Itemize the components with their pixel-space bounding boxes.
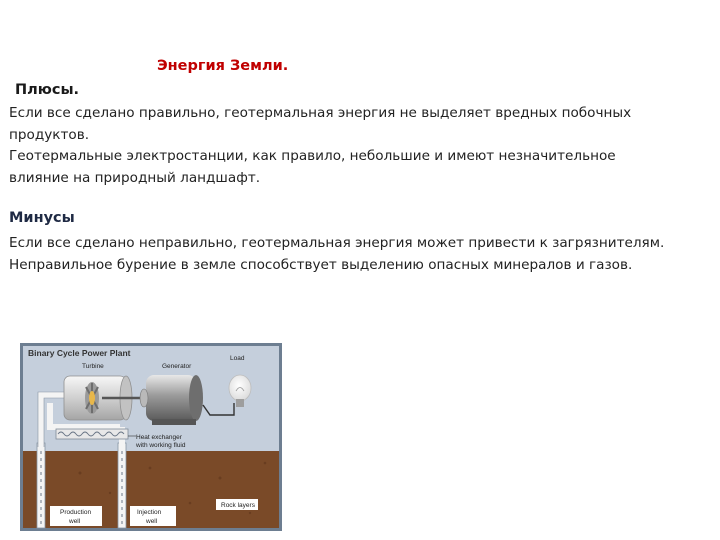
heat-exchanger-label-2: with working fluid <box>136 442 186 449</box>
injection-well <box>118 443 126 528</box>
pros-line-3: Геотермальные электростанции, как правило, небольшие и имеют незначительное <box>9 148 616 164</box>
heat-exchanger <box>56 429 128 439</box>
production-well-label-1: Production <box>60 509 92 516</box>
binary-cycle-diagram <box>20 343 282 531</box>
generator <box>140 375 203 425</box>
injection-well-tag <box>130 506 176 526</box>
injection-well-label-2: well <box>146 518 158 525</box>
production-well-tag <box>50 506 102 526</box>
cons-line-2: Неправильное бурение в земле способствует выделению опасных минералов и газов. <box>9 257 633 273</box>
load-label: Load <box>230 355 245 362</box>
pros-line-1: Если все сделано правильно, геотермальная энергия не выделяет вредных побочных <box>9 105 632 121</box>
generator-label: Generator <box>162 363 192 370</box>
rock-layers-label: Rock layers <box>221 502 255 509</box>
diagram-title: Binary Cycle Power Plant <box>28 348 131 358</box>
cons-heading: Минусы <box>9 210 75 226</box>
page-title: Энергия Земли. <box>157 58 289 74</box>
rock-layers-tag <box>216 499 258 510</box>
pros-line-4: влияние на природный ландшафт. <box>9 170 261 186</box>
pros-heading: Плюсы. <box>15 82 80 98</box>
pros-line-2: продуктов. <box>9 127 90 143</box>
production-well <box>37 443 45 528</box>
production-well-label-2: well <box>69 518 81 525</box>
injection-well-label-1: Injection <box>137 509 162 516</box>
cons-line-1: Если все сделано неправильно, геотермальная энергия может привести к загрязнителям. <box>9 235 665 251</box>
turbine-label: Turbine <box>82 363 104 370</box>
heat-exchanger-label-1: Heat exchanger <box>136 434 182 441</box>
